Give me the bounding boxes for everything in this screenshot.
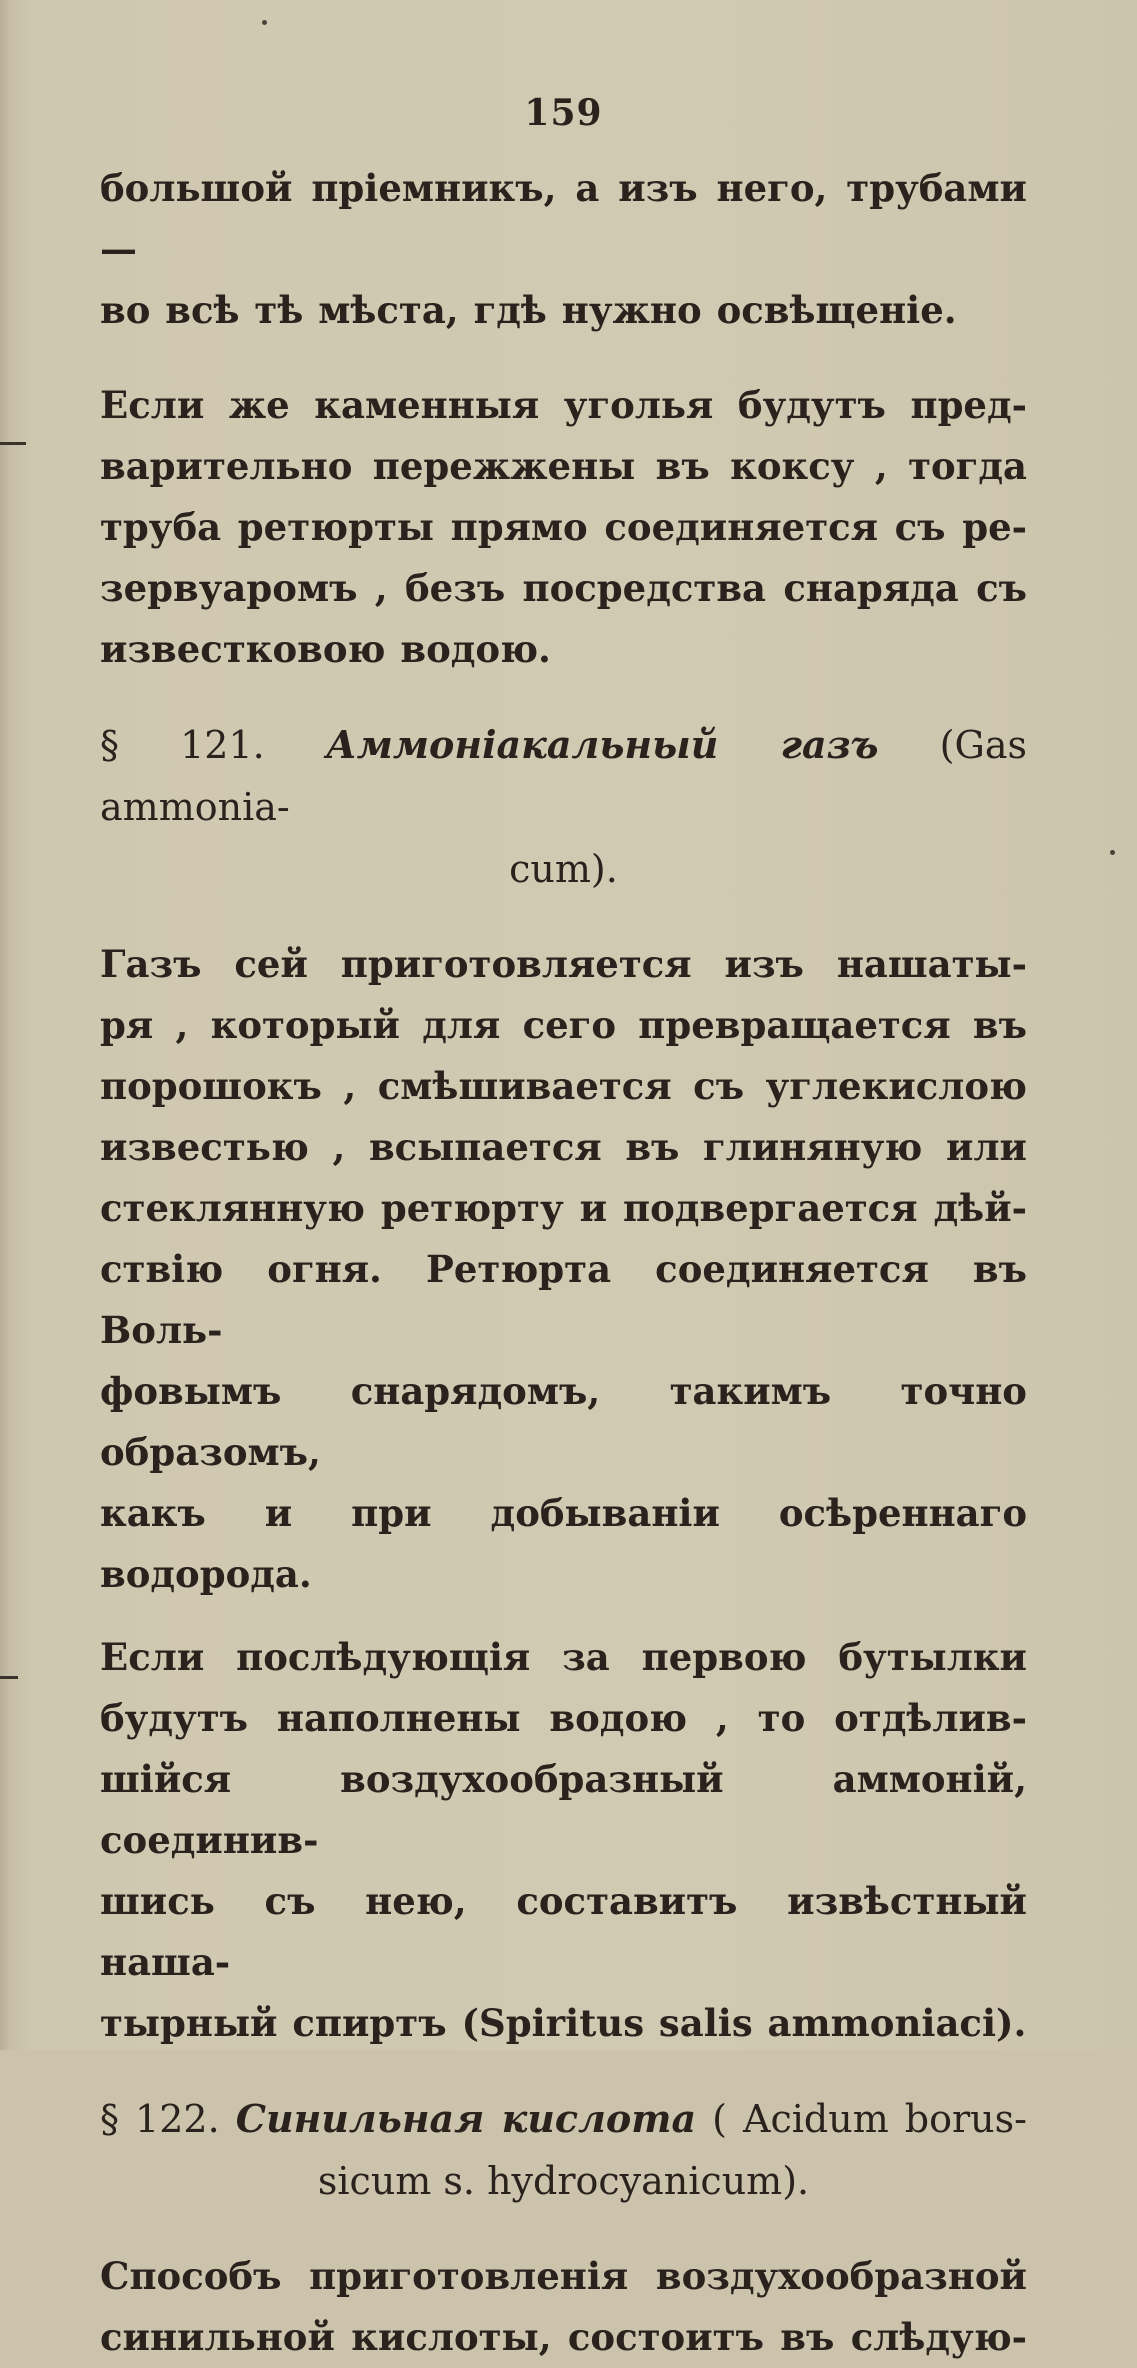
- section-title: Аммоніакальный газъ: [325, 722, 879, 767]
- heading-continuation: cum).: [509, 847, 618, 891]
- section-latin: ( Acidum borus-: [712, 2097, 1027, 2141]
- text-line: Способъ приготовленія воздухообразной: [100, 2254, 1027, 2298]
- text-line: фовымъ снарядомъ, такимъ точно образомъ,: [100, 1369, 1027, 1474]
- text-line: известковою водою.: [100, 627, 551, 671]
- text-line: шись съ нею, составитъ извѣстный наша-: [100, 1879, 1027, 1984]
- section-number: § 121.: [100, 723, 265, 767]
- paragraph-coke: [100, 375, 1027, 680]
- text-line: во всѣ тѣ мѣста, гдѣ нужно освѣщеніе.: [100, 288, 957, 332]
- page-number: 159: [524, 92, 603, 134]
- section-heading-121: [100, 714, 1027, 900]
- heading-line: [100, 714, 1027, 838]
- section-title: Синильная кислота: [235, 2096, 697, 2141]
- text-line: Газъ сей приготовляется изъ нашаты-: [100, 942, 1027, 986]
- text-line: шійся воздухообразный аммоній, соединив-: [100, 1757, 1027, 1862]
- text-line: стеклянную ретюрту и подвергается дѣй-: [100, 1186, 1027, 1230]
- paragraph-122: [100, 2246, 1027, 2368]
- heading-continuation: sicum s. hydrocyanicum).: [317, 2159, 810, 2203]
- text-line: известью , всыпается въ глиняную или: [100, 1125, 1027, 1169]
- section-heading-122: [100, 2088, 1027, 2212]
- text-line: какъ и при добываніи осѣреннаго водорода.: [100, 1491, 1027, 1596]
- section-number: § 122.: [100, 2097, 220, 2141]
- heading-line: [100, 2088, 1027, 2150]
- text-line: Если послѣдующія за первою бутылки: [100, 1635, 1027, 1679]
- paragraph-121a: [100, 934, 1027, 1605]
- text-line: будутъ наполнены водою , то отдѣлив-: [100, 1696, 1027, 1740]
- text-line: зервуаромъ , безъ посредства снаряда съ: [100, 566, 1027, 610]
- text-line: синильной кислоты, состоитъ въ слѣдую-: [100, 2315, 1027, 2359]
- text-line: большой пріемникъ, а изъ него, трубами —: [100, 166, 1027, 271]
- text-line: варительно пережжены въ коксу , тогда: [100, 444, 1027, 488]
- text-line: тырный спиртъ (Spiritus salis ammoniaci).: [100, 2001, 1027, 2045]
- section-latin: (Gas ammonia-: [100, 723, 1027, 829]
- text-line: ствію огня. Ретюрта соединяется въ Воль-: [100, 1247, 1027, 1352]
- paragraph-121b: [100, 1627, 1027, 2054]
- text-line: порошокъ , смѣшивается съ углекислою: [100, 1064, 1027, 1108]
- paragraph-top: [100, 158, 1027, 341]
- text-line: Если же каменныя уголья будутъ пред-: [100, 383, 1027, 427]
- text-line: ря , который для сего превращается въ: [100, 1003, 1027, 1047]
- text-line: труба ретюрты прямо соединяется съ ре-: [100, 505, 1027, 549]
